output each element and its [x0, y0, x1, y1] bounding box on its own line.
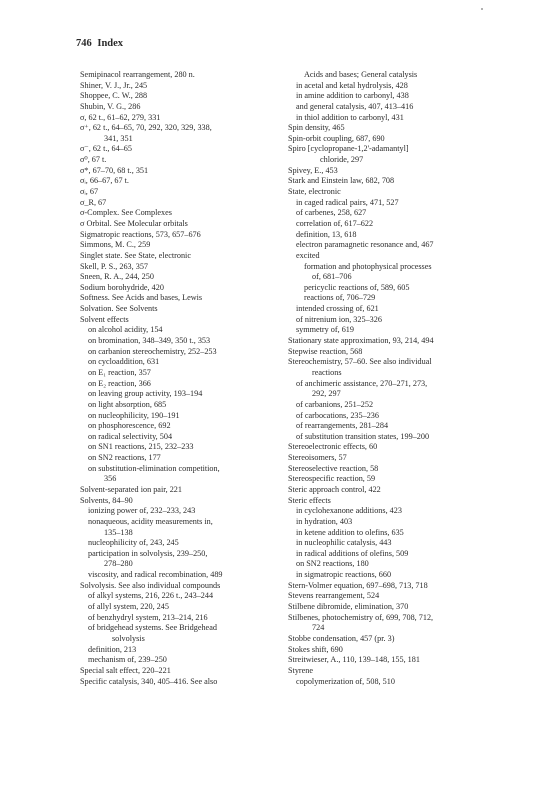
- index-subentry: excited: [296, 250, 320, 260]
- index-entry: Stevens rearrangement, 524: [288, 591, 380, 601]
- index-subentry: on phosphorescence, 692: [88, 421, 171, 431]
- index-entry: Stereoelectronic effects, 60: [288, 442, 378, 452]
- index-subentry: electron paramagnetic resonance and, 467: [296, 240, 434, 250]
- index-subentry: copolymerization of, 508, 510: [296, 676, 395, 686]
- index-subentry: on SN1 reactions, 215, 232–233: [88, 442, 194, 452]
- index-entry: Stereochemistry, 57–60. See also individual: [288, 357, 432, 367]
- index-subentry: solvolysis: [112, 633, 145, 643]
- index-subentry: participation in solvolysis, 239–250,: [88, 548, 208, 558]
- index-subentry: in nucleophilic catalysis, 443: [296, 538, 392, 548]
- index-entry: σᵢ, 66–67, 67 t.: [80, 176, 129, 186]
- index-subentry: pericyclic reactions of, 589, 605: [304, 282, 410, 292]
- index-entry: Softness. See Acids and bases, Lewis: [80, 293, 203, 303]
- index-subentry: reactions: [312, 367, 342, 377]
- index-entry: Stobbe condensation, 457 (pr. 3): [288, 633, 395, 643]
- index-entry: Semipinacol rearrangement, 280 n.: [80, 70, 195, 79]
- index-entry: Solvation. See Solvents: [80, 304, 158, 314]
- index-subentry: of anchimeric assistance, 270–271, 273,: [296, 378, 428, 388]
- index-subentry: of substitution transition states, 199–200: [296, 431, 430, 441]
- index-entry: σ, 62 t., 61–62, 279, 331: [80, 112, 161, 122]
- index-subentry: of, 681–706: [312, 272, 352, 282]
- page-title: Index: [97, 38, 124, 49]
- index-entry: Styrene: [288, 665, 314, 675]
- index-subentry: on E₁ reaction, 357: [88, 367, 151, 377]
- index-subentry: 135–138: [104, 527, 133, 537]
- index-subentry: on light absorption, 685: [88, 399, 167, 409]
- index-subentry: intended crossing of, 621: [296, 304, 379, 314]
- index-subentry: of carbocations, 235–236: [296, 410, 379, 420]
- index-entry: Spiro [cyclopropane-1,2'-adamantyl]: [288, 144, 409, 154]
- page-header: [76, 38, 123, 49]
- index-subentry: on SN2 reactions, 180: [296, 559, 369, 569]
- index-entry: Steric effects: [288, 495, 331, 505]
- index-subentry: definition, 213: [88, 644, 137, 654]
- index-entry: Streitwieser, A., 110, 139–148, 155, 181: [288, 655, 420, 665]
- index-subentry: 278–280: [104, 559, 133, 569]
- index-subentry: in radical additions of olefins, 509: [296, 548, 409, 558]
- index-entry: Skell, P. S., 263, 357: [80, 261, 149, 271]
- index-entry: Shoppee, C. W., 288: [80, 91, 148, 101]
- index-entry: Sigmatropic reactions, 573, 657–676: [80, 229, 201, 239]
- index-subentry: nucleophilicity of, 243, 245: [88, 538, 179, 548]
- index-subentry: of bridgehead systems. See Bridgehead: [88, 623, 217, 633]
- index-subentry: of carbenes, 258, 627: [296, 208, 367, 218]
- index-entry: State, electronic: [288, 187, 341, 197]
- index-subentry: 341, 351: [104, 133, 133, 143]
- index-subentry: of carbanions, 251–252: [296, 399, 374, 409]
- index-subentry: correlation of, 617–622: [296, 218, 374, 228]
- index-entry: σ⁺, 62 t., 64–65, 70, 292, 320, 329, 338,: [80, 123, 212, 133]
- index-subentry: chloride, 297: [320, 155, 364, 165]
- index-entry: σ_R, 67: [80, 197, 107, 207]
- index-entry: σ⁻, 62 t., 64–65: [80, 144, 132, 154]
- index-subentry: on carbanion stereochemistry, 252–253: [88, 346, 217, 356]
- index-subentry: formation and photophysical processes: [304, 261, 432, 271]
- index-entry: Shubin, V. G., 286: [80, 101, 141, 111]
- index-entry: Sodium borohydride, 420: [80, 282, 164, 292]
- index-subentry: of alkyl systems, 216, 226 t., 243–244: [88, 591, 214, 601]
- index-entry: σᵢ, 67: [80, 187, 99, 197]
- index-subentry: in caged radical pairs, 471, 527: [296, 197, 399, 207]
- index-subentry: on radical selectivity, 504: [88, 431, 173, 441]
- index-subentry: on E₂ reaction, 366: [88, 378, 151, 388]
- index-entry: Stark and Einstein law, 682, 708: [288, 176, 395, 186]
- index-entry: Solvents, 84–90: [80, 495, 133, 505]
- index-subentry: on substitution-elimination competition,: [88, 463, 220, 473]
- index-entry: σ-Complex. See Complexes: [80, 208, 172, 218]
- index-subentry: on bromination, 348–349, 350 t., 353: [88, 336, 211, 346]
- index-entry: Spin-orbit coupling, 687, 690: [288, 133, 385, 143]
- index-entry: Stereoisomers, 57: [288, 453, 347, 463]
- index-entry: Solvent effects: [80, 314, 129, 324]
- index-entry: Simmons, M. C., 259: [80, 240, 151, 250]
- index-subentry: definition, 13, 618: [296, 229, 357, 239]
- index-subentry: on SN2 reactions, 177: [88, 453, 161, 463]
- index-subentry: of nitrenium ion, 325–326: [296, 314, 382, 324]
- index-entry: Stepwise reaction, 568: [288, 346, 363, 356]
- index-subentry: Acids and bases; General catalysis: [304, 70, 418, 79]
- index-subentry: in ketene addition to olefins, 635: [296, 527, 404, 537]
- index-subentry: 724: [312, 623, 325, 633]
- index-column-left: [80, 70, 280, 687]
- index-subentry: in amine addition to carbonyl, 438: [296, 91, 409, 101]
- index-subentry: in sigmatropic reactions, 660: [296, 570, 392, 580]
- index-subentry: in cyclohexanone additions, 423: [296, 506, 402, 516]
- page-number: 746: [76, 38, 92, 49]
- index-entry: Solvent-separated ion pair, 221: [80, 484, 182, 494]
- print-speck: [481, 8, 483, 10]
- index-subentry: viscosity, and radical recombination, 489: [88, 570, 223, 580]
- index-subentry: of rearrangements, 281–284: [296, 421, 389, 431]
- index-entry: σ⁰, 67 t.: [80, 155, 107, 165]
- index-subentry: nonaqueous, acidity measurements in,: [88, 516, 213, 526]
- index-entry: Stilbenes, photochemistry of, 699, 708, 712,: [288, 612, 434, 622]
- index-entry: Stereoselective reaction, 58: [288, 463, 379, 473]
- index-subentry: on nucleophilicity, 190–191: [88, 410, 180, 420]
- index-subentry: on cycloaddition, 631: [88, 357, 160, 367]
- index-subentry: 292, 297: [312, 389, 341, 399]
- index-subentry: on alcohol acidity, 154: [88, 325, 163, 335]
- index-entry: Steric approach control, 422: [288, 484, 381, 494]
- index-entry: Stationary state approximation, 93, 214, 494: [288, 336, 434, 346]
- index-subentry: on leaving group activity, 193–194: [88, 389, 203, 399]
- index-entry: Spin density, 465: [288, 123, 345, 133]
- index-entry: Singlet state. See State, electronic: [80, 250, 191, 260]
- index-entry: Stilbene dibromide, elimination, 370: [288, 602, 409, 612]
- index-subentry: of allyl system, 220, 245: [88, 602, 169, 612]
- index-entry: Solvolysis. See also individual compounds: [80, 580, 221, 590]
- index-entry: Spivey, E., 453: [288, 165, 338, 175]
- index-subentry: mechanism of, 239–250: [88, 655, 167, 665]
- index-column-right: [288, 70, 488, 687]
- index-entry: Shiner, V. J., Jr., 245: [80, 80, 148, 90]
- index-entry: σ Orbital. See Molecular orbitals: [80, 218, 188, 228]
- index-entry: Specific catalysis, 340, 405–416. See also: [80, 676, 218, 686]
- index-subentry: reactions of, 706–729: [304, 293, 376, 303]
- index-subentry: in hydration, 403: [296, 516, 353, 526]
- index-entry: Sneen, R. A., 244, 250: [80, 272, 154, 282]
- index-entry: Stern-Volmer equation, 697–698, 713, 718: [288, 580, 428, 590]
- index-subentry: 356: [104, 474, 117, 484]
- index-subentry: in thiol addition to carbonyl, 431: [296, 112, 404, 122]
- index-entry: Stokes shift, 690: [288, 644, 343, 654]
- index-subentry: of benzhydryl system, 213–214, 216: [88, 612, 208, 622]
- index-entry: Special salt effect, 220–221: [80, 665, 171, 675]
- index-subentry: and general catalysis, 407, 413–416: [296, 101, 414, 111]
- index-entry: Stereospecific reaction, 59: [288, 474, 376, 484]
- index-subentry: in acetal and ketal hydrolysis, 428: [296, 80, 408, 90]
- index-entry: σ*, 67–70, 68 t., 351: [80, 165, 149, 175]
- index-subentry: ionizing power of, 232–233, 243: [88, 506, 196, 516]
- index-subentry: symmetry of, 619: [296, 325, 354, 335]
